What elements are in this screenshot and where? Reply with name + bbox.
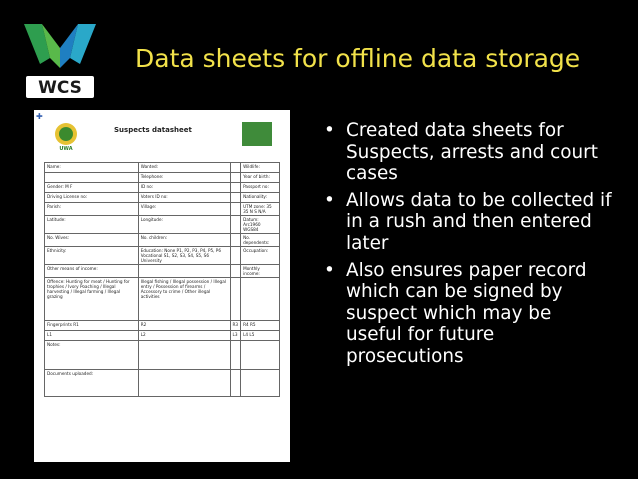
wcs-badge [242, 122, 272, 146]
bullet-item: • Allows data to be collected if in a rush and then entered later [322, 190, 612, 255]
form-cell: No. Wives: [45, 234, 139, 247]
datasheet-form [44, 162, 280, 397]
form-cell: ID no: [138, 183, 230, 193]
form-cell: Latitude: [45, 216, 139, 234]
form-cell: Offence: Hunting for meat / Hunting for trophies / Ivory Poaching / Illegal harvesting / Illegal farming / Illegal grazing [45, 278, 139, 321]
form-cell [230, 163, 241, 173]
form-row [45, 265, 280, 278]
form-row [45, 234, 280, 247]
form-cell [138, 370, 230, 397]
form-cell [45, 173, 139, 183]
form-cell [230, 341, 241, 370]
form-cell [241, 278, 280, 321]
form-cell: Passport no: [241, 183, 280, 193]
form-cell: L1 [45, 331, 139, 341]
form-row [45, 331, 280, 341]
datasheet-title: Suspects datasheet [114, 126, 192, 134]
form-cell: Telephone: [138, 173, 230, 183]
bullet-list [322, 120, 612, 373]
form-row [45, 203, 280, 216]
form-cell: L4 L5 [241, 331, 280, 341]
form-cell: No. dependents: [241, 234, 280, 247]
move-handle-icon: ✚ [36, 112, 43, 121]
form-row [45, 173, 280, 183]
form-cell: Wanted: [138, 163, 230, 173]
form-cell: Illegal fishing / Illegal possession / Illegal entry / Possession of firearms / Accessory to crime / Other illegal activities [138, 278, 230, 321]
form-cell: Notes: [45, 341, 139, 370]
form-cell [230, 234, 241, 247]
bullet-item: • Also ensures paper record which can be signed by suspect which may be useful for future prosecutions [322, 260, 612, 368]
form-cell: Nationality: [241, 193, 280, 203]
form-cell: R3 [230, 321, 241, 331]
form-row [45, 247, 280, 265]
form-cell: Fingerprints R1 [45, 321, 139, 331]
slide-title: Data sheets for offline data storage [135, 44, 581, 73]
form-cell [138, 341, 230, 370]
form-cell: Voters ID no: [138, 193, 230, 203]
form-cell: Parish: [45, 203, 139, 216]
form-cell: Driving License no: [45, 193, 139, 203]
form-row [45, 321, 280, 331]
datasheet-image [34, 110, 290, 462]
form-cell: Village: [138, 203, 230, 216]
form-cell: Year of birth: [241, 173, 280, 183]
form-row [45, 370, 280, 397]
form-cell: Name: [45, 163, 139, 173]
form-cell: UTM zone: 35 35 N S N/A [241, 203, 280, 216]
form-row [45, 216, 280, 234]
form-cell [241, 341, 280, 370]
datasheet-header [44, 116, 280, 160]
form-cell: R4 R5 [241, 321, 280, 331]
form-cell: Datum: Arc1960 WGS84 [241, 216, 280, 234]
form-cell [230, 193, 241, 203]
form-cell: Ethnicity: [45, 247, 139, 265]
form-cell: R2 [138, 321, 230, 331]
form-cell: L3 [230, 331, 241, 341]
form-cell: Other means of income: [45, 265, 139, 278]
form-cell: Occupation: [241, 247, 280, 265]
form-cell [230, 265, 241, 278]
form-row [45, 341, 280, 370]
form-cell [230, 278, 241, 321]
form-cell: Wildlife: [241, 163, 280, 173]
wcs-logo [20, 18, 100, 100]
form-cell: No. children: [138, 234, 230, 247]
svg-text:WCS: WCS [38, 78, 82, 98]
form-cell: Documents uploaded: [45, 370, 139, 397]
form-cell: Education: None P1, P2, P3, P4, P5, P6 Vocational S1, S2, S3, S4, S5, S6 University [138, 247, 230, 265]
form-cell [241, 370, 280, 397]
uwa-label: UWA [59, 146, 73, 152]
form-cell: Longitude: [138, 216, 230, 234]
form-cell [138, 265, 230, 278]
form-cell [230, 216, 241, 234]
form-cell [230, 203, 241, 216]
uwa-logo-icon [46, 120, 86, 158]
form-row [45, 183, 280, 193]
form-row [45, 278, 280, 321]
form-cell: L2 [138, 331, 230, 341]
form-cell [230, 370, 241, 397]
form-cell: Monthly income: [241, 265, 280, 278]
form-row [45, 163, 280, 173]
form-cell [230, 173, 241, 183]
form-row [45, 193, 280, 203]
form-cell [230, 247, 241, 265]
form-cell: Gender: M F [45, 183, 139, 193]
form-cell [230, 183, 241, 193]
bullet-item: • Created data sheets for Suspects, arrests and court cases [322, 120, 612, 185]
